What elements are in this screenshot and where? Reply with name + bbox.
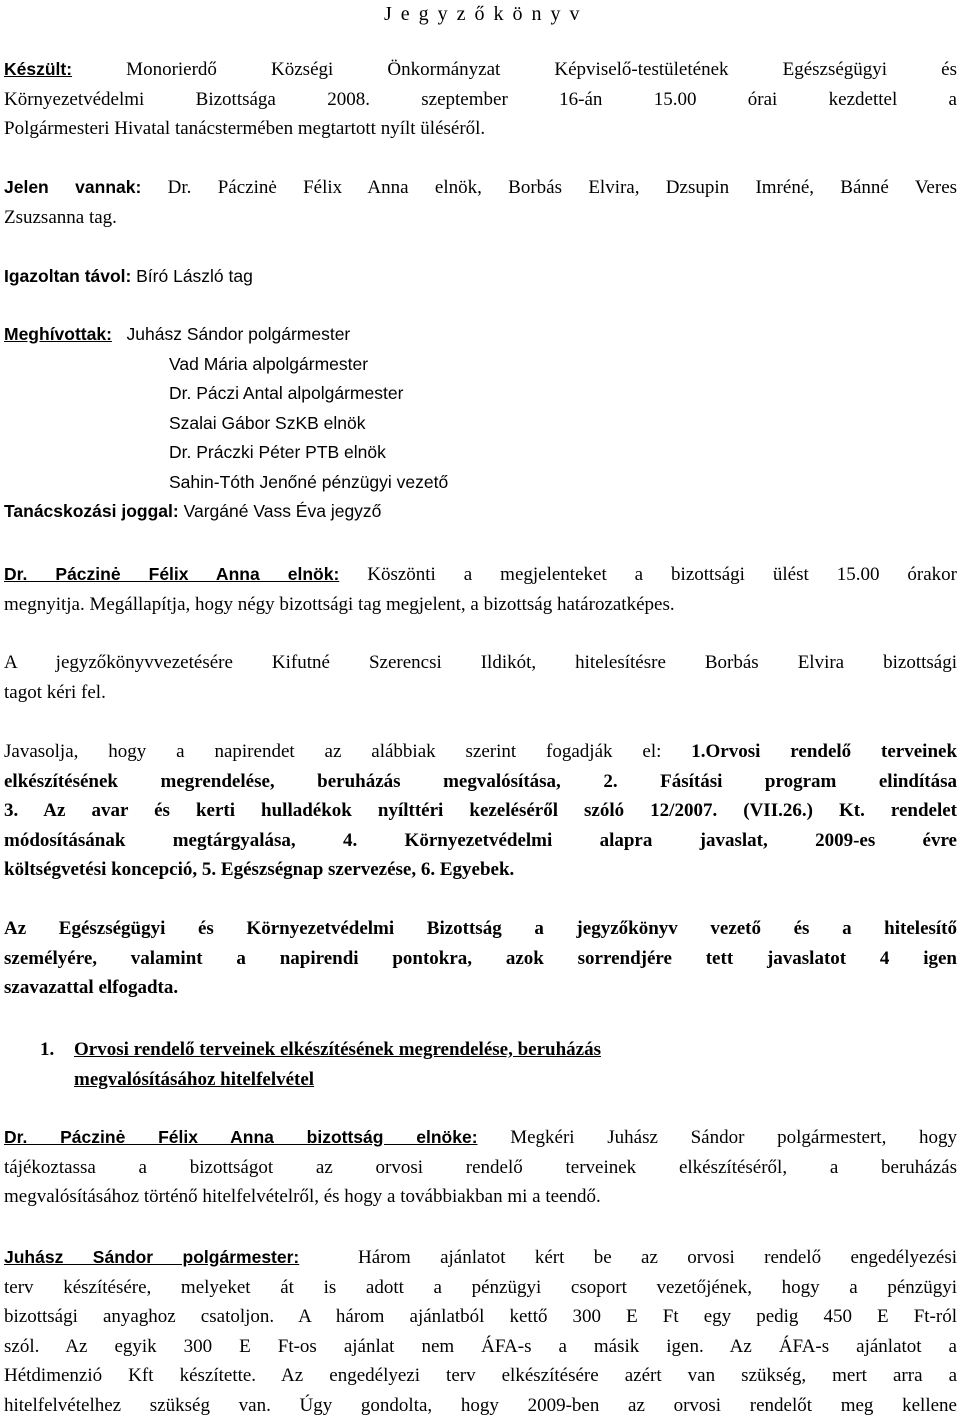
meghivott-5: Dr. Práczki Péter PTB elnök <box>169 442 386 462</box>
p1-line-1: Köszönti a megjelenteket a bizottsági ülést 15.00 órakor <box>367 564 957 585</box>
jelen-line-1: Dr. Páczinė Félix Anna elnök, Borbás Elvira, Dzsupin Imréné, Bánné Veres <box>167 177 958 198</box>
meghivottak-label: Meghívottak: <box>4 324 112 344</box>
p5-line-3: megvalósításához történő hitelfelvételről, és hogy a továbbiakban mi a teendő. <box>4 1186 601 1207</box>
p3-line-1-bold: 1.Orvosi rendelő terveinek <box>691 741 958 762</box>
p5-line-1: Megkéri Juhász Sándor polgármestert, hogy <box>510 1127 957 1148</box>
keszult-line-1: Monorierdő Községi Önkormányzat Képviselő-testületének Egészségügyi és <box>126 59 957 80</box>
tavol-text: Bíró László tag <box>136 266 253 286</box>
p5-line-2: tájékoztassa a bizottságot az orvosi rendelő terveinek elkészítéséről, a beruházás <box>4 1156 957 1178</box>
meghivott-2: Vad Mária alpolgármester <box>169 353 369 374</box>
keszult-paragraph <box>4 55 957 144</box>
jelen-label: Jelen vannak: <box>4 177 142 197</box>
p6-line-3: bizottsági anyaghoz csatoljon. A három ajánlatból kettő 300 E Ft egy pedig 450 E Ft-ról <box>4 1306 957 1327</box>
p1-label: Dr. Páczinė Félix Anna elnök: <box>4 564 340 584</box>
agenda-paragraph <box>4 737 957 885</box>
tavol-label: Igazoltan távol: <box>4 266 132 286</box>
chair-request-paragraph <box>4 1123 957 1212</box>
section-1-line-1: Orvosi rendelő terveinek elkészítésének megrendelése, beruházás <box>74 1039 601 1060</box>
section-1-line-2: megvalósításához hitelfelvétel <box>74 1068 315 1090</box>
document-title: J e g y z ő k ö n y v <box>384 3 582 25</box>
mayor-paragraph <box>4 1243 957 1420</box>
p2-line-2: tagot kéri fel. <box>4 681 106 703</box>
jelen-line-2: Zsuzsanna tag. <box>4 206 117 228</box>
section-1-number: 1. <box>40 1039 55 1060</box>
p6-line-6: hitelfelvételhez szükség van. Úgy gondolta, hogy 2009-ben az orvosi rendelőt meg kellene <box>4 1394 957 1416</box>
p6-label: Juhász Sándor polgármester: <box>4 1247 300 1267</box>
section-1-heading <box>4 1035 957 1097</box>
p3-line-4: módosításának megtárgyalása, 4. Környezetvédelmi alapra javaslat, 2009-es évre <box>4 829 957 851</box>
p4-line-2: személyére, valamint a napirendi pontokra, azok sorrendjére tett javaslatot 4 igen <box>4 947 957 969</box>
p1-line-2: megnyitja. Megállapítja, hogy négy bizottsági tag megjelent, a bizottság határozatképes. <box>4 593 675 615</box>
p2-line-1: A jegyzőkönyvvezetésére Kifutné Szerencsi Ildikót, hitelesítésre Borbás Elvira bizottsági <box>4 652 957 673</box>
opening-paragraph <box>4 560 957 619</box>
tanacskozasi-text: Vargáné Vass Éva jegyző <box>183 501 382 521</box>
recorder-paragraph <box>4 648 957 707</box>
p6-line-4: szól. Az egyik 300 E Ft-os ajánlat nem ÁFA-s a másik igen. Az ÁFA-s ajánlatot a <box>4 1335 957 1357</box>
meghivott-4: Szalai Gábor SzKB elnök <box>169 412 366 433</box>
p4-line-3: szavazattal elfogadta. <box>4 977 179 998</box>
p3-line-3: 3. Az avar és kerti hulladékok nyílttéri kezeléséről szóló 12/2007. (VII.26.) Kt. rendelet <box>4 800 957 821</box>
meghivottak-block <box>4 320 957 527</box>
keszult-line-2: Környezetvédelmi Bizottsága 2008. szeptember 16-án 15.00 órai kezdettel a <box>4 88 957 110</box>
p6-line-2: terv készítésére, melyeket át is adott a pénzügyi csoport vezetőjének, hogy a pénzügyi <box>4 1276 957 1298</box>
p3-line-2: elkészítésének megrendelése, beruházás megvalósítása, 2. Fásítási program elindítása <box>4 770 957 792</box>
meghivott-3: Dr. Páczi Antal alpolgármester <box>169 383 404 403</box>
tanacskozasi-label: Tanácskozási joggal: <box>4 501 179 521</box>
p6-line-5: Hétdimenzió Kft készítette. Az engedélyezi terv elkészítésére azért van szükség, mert arra a <box>4 1365 957 1386</box>
p6-line-1: Három ajánlatot kért be az orvosi rendelő engedélyezési <box>357 1247 957 1268</box>
meghivott-1: Juhász Sándor polgármester <box>126 324 351 344</box>
meghivott-6: Sahin-Tóth Jenőné pénzügyi vezető <box>169 471 449 492</box>
keszult-line-3: Polgármesteri Hivatal tanácstermében megtartott nyílt üléséről. <box>4 118 486 139</box>
decision-paragraph <box>4 914 957 1003</box>
p3-line-5: költségvetési koncepció, 5. Egészségnap szervezése, 6. Egyebek. <box>4 859 515 880</box>
p4-line-1: Az Egészségügyi és Környezetvédelmi Bizottság a jegyzőkönyv vezető és a hitelesítő <box>4 918 957 939</box>
tavol-paragraph <box>4 262 957 292</box>
jelen-paragraph <box>4 173 957 232</box>
keszult-label: Készült: <box>4 59 73 79</box>
p3-line-1-normal: Javasolja, hogy a napirendet az alábbiak szerint fogadják el: <box>4 741 662 762</box>
p5-label: Dr. Páczinė Félix Anna bizottság elnöke: <box>4 1127 478 1147</box>
